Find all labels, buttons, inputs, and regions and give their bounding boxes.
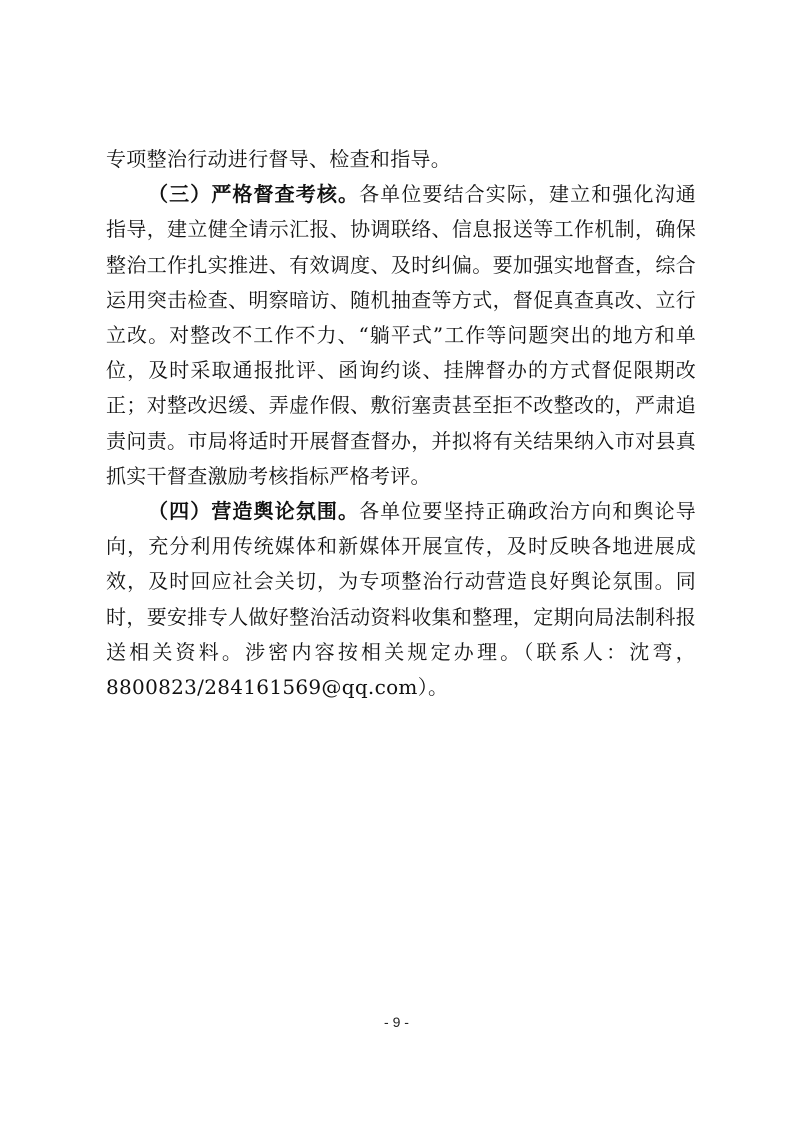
paragraph-section-3 (106, 177, 696, 494)
paragraph-continuation (106, 142, 696, 177)
paragraph-text: 各单位要结合实际，建立和强化沟通指导，建立健全请示汇报、协调联络、信息报送等工作机制，确保整治工作扎实推进、有效调度、及时纠偏。要加强实地督查，综合运用突击检查、明察暗访、随机抽查等方式，督促真查真改、立行立改。对整改不工作不力、“躺平式”工作等问题突出的地方和单位，及时采取通报批评、函询约谈、挂牌督办的方式督促限期改正；对整改迟缓、弄虚作假、敷衍塞责甚至拒不改整改的，严肃追责问责。市局将适时开展督查督办，并拟将有关结果纳入市对县真抓实干督查激励考核指标严格考评。 (106, 182, 696, 488)
paragraph-text: 各单位要坚持正确政治方向和舆论导向，充分利用传统媒体和新媒体开展宣传，及时反映各地进展成效，及时回应社会关切，为专项整治行动营造良好舆论氛围。同时，要安排专人做好整治活动资料收集和整理，定期向局法制科报送相关资料。涉密内容按相关规定办理。（联系人：沈弯，8800823/284161569@qq.com）。 (106, 499, 696, 700)
section-heading: （三）严格督查考核。 (148, 182, 360, 207)
section-heading: （四）营造舆论氛围。 (148, 499, 360, 524)
paragraph-text: 专项整治行动进行督导、检查和指导。 (106, 147, 452, 171)
document-body (106, 142, 696, 705)
page-number: - 9 - (384, 1014, 409, 1030)
paragraph-section-4 (106, 494, 696, 705)
